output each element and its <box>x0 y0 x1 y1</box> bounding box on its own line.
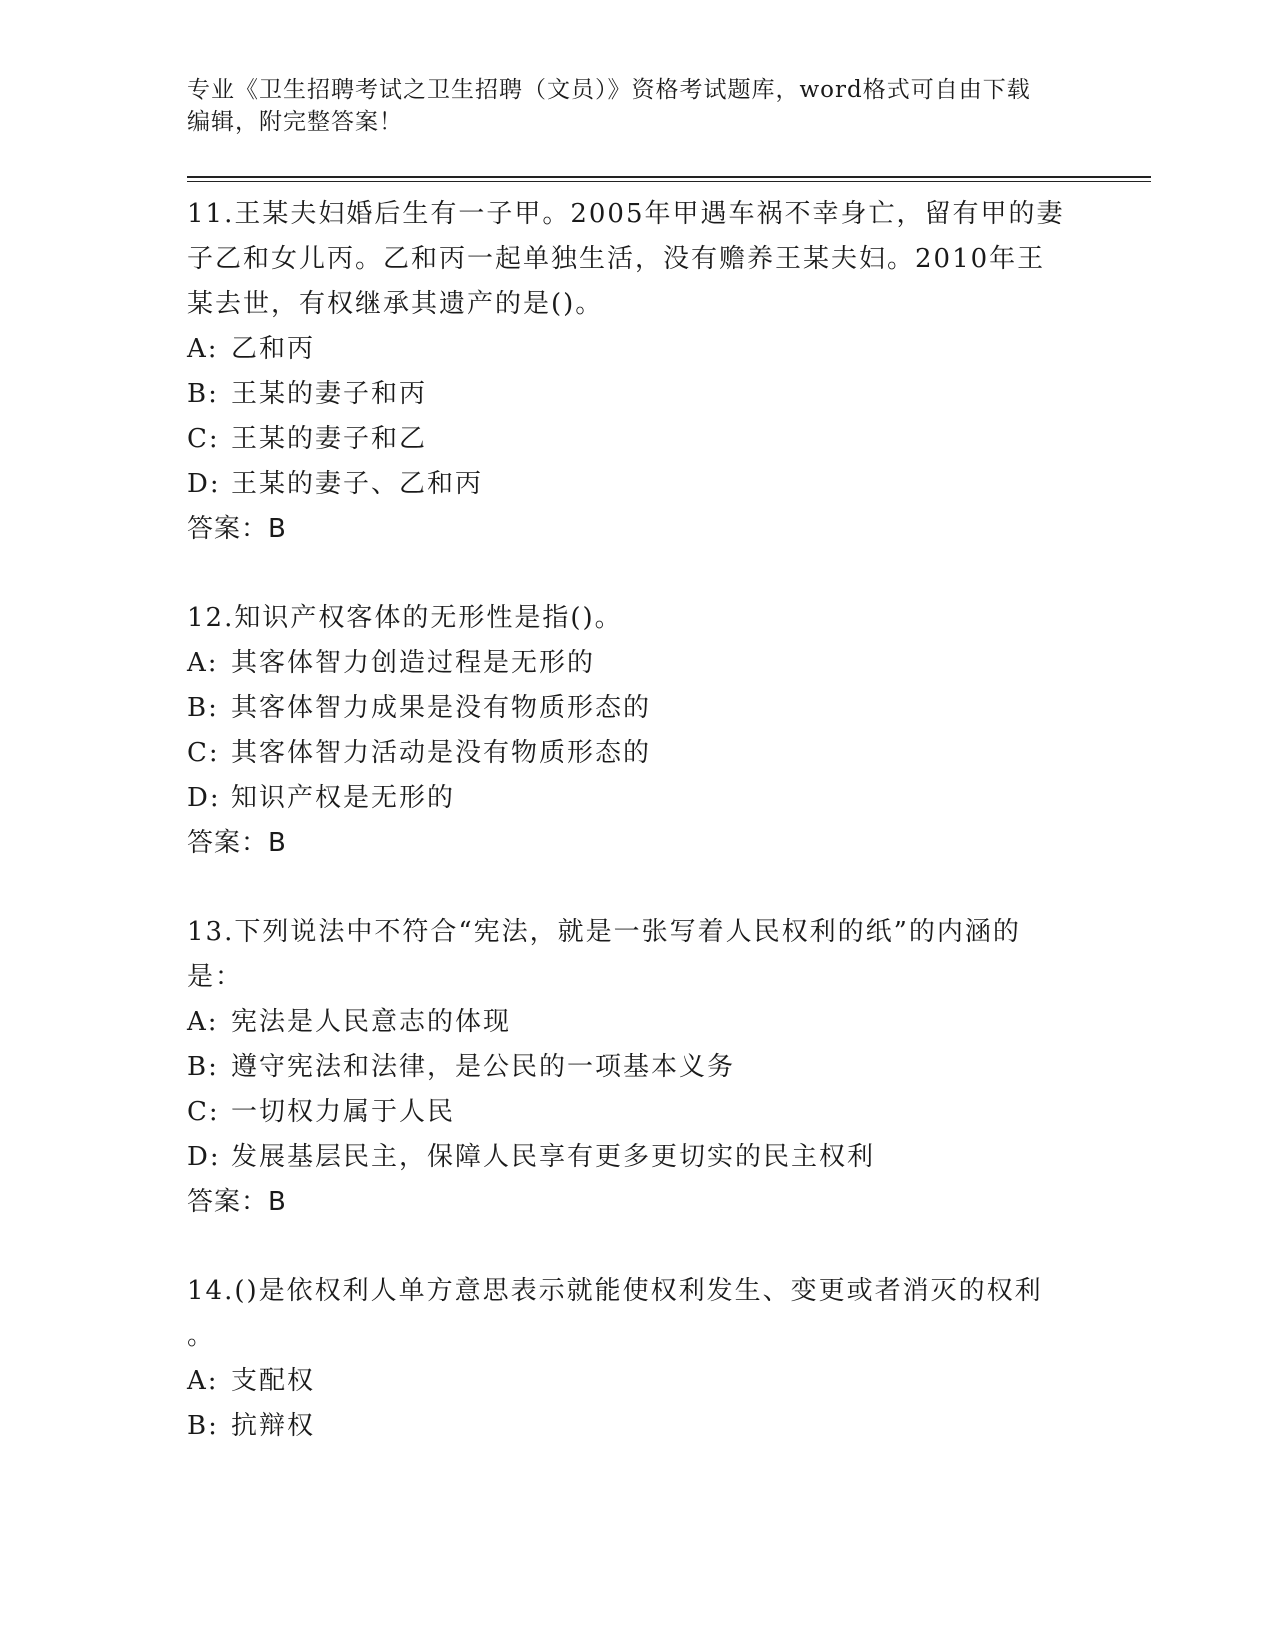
header-divider-thin <box>187 181 1151 182</box>
stem-line: 12.知识产权客体的无形性是指()。 <box>187 603 623 633</box>
option-text: 宪法是人民意志的体现 <box>231 1007 512 1037</box>
header-line: 编辑，附完整答案！ <box>187 109 403 135</box>
option-text: 遵守宪法和法律，是公民的一项基本义务 <box>231 1052 736 1082</box>
option-a <box>187 1359 1087 1404</box>
stem-line: 某去世，有权继承其遗产的是()。 <box>187 289 604 319</box>
option-a <box>187 641 1087 686</box>
option-d <box>187 1135 1087 1180</box>
option-b <box>187 686 1087 731</box>
stem-line: 是： <box>187 962 244 992</box>
header-line: 专业《卫生招聘考试之卫生招聘（文员）》资格考试题库，word格式可自由下载 <box>187 77 1031 103</box>
stem-line: 。 <box>187 1321 216 1351</box>
question-11 <box>187 192 1087 552</box>
option-text: 抗辩权 <box>231 1411 316 1441</box>
option-key: D: <box>187 1142 221 1172</box>
stem-line: 14.()是依权利人单方意思表示就能使权利发生、变更或者消灭的权利 <box>187 1276 1043 1306</box>
option-key: A: <box>187 334 219 364</box>
option-c <box>187 1090 1087 1135</box>
option-key: B: <box>187 1411 219 1441</box>
question-14 <box>187 1269 1087 1449</box>
option-text: 发展基层民主，保障人民享有更多更切实的民主权利 <box>231 1142 876 1172</box>
answer-line: 答案：B <box>187 514 287 544</box>
option-d <box>187 776 1087 821</box>
option-text: 王某的妻子、乙和丙 <box>231 469 484 499</box>
option-key: A: <box>187 648 219 678</box>
option-c <box>187 417 1087 462</box>
answer-line: 答案：B <box>187 828 287 858</box>
option-b <box>187 1404 1087 1449</box>
option-key: C: <box>187 738 220 768</box>
option-b <box>187 1045 1087 1090</box>
option-key: C: <box>187 1097 220 1127</box>
header-divider <box>187 176 1151 178</box>
option-text: 其客体智力创造过程是无形的 <box>231 648 596 678</box>
question-12 <box>187 596 1087 866</box>
option-key: B: <box>187 1052 219 1082</box>
question-stem <box>187 192 1087 327</box>
option-text: 支配权 <box>231 1366 316 1396</box>
option-c <box>187 731 1087 776</box>
document-header <box>187 74 1087 138</box>
option-key: D: <box>187 469 221 499</box>
option-d <box>187 462 1087 507</box>
option-text: 其客体智力成果是没有物质形态的 <box>231 693 652 723</box>
stem-line: 11.王某夫妇婚后生有一子甲。2005年甲遇车祸不幸身亡，留有甲的妻 <box>187 199 1065 229</box>
option-a <box>187 1000 1087 1045</box>
option-key: A: <box>187 1366 219 1396</box>
question-stem <box>187 910 1087 1000</box>
answer-line: 答案：B <box>187 1187 287 1217</box>
stem-line: 13.下列说法中不符合“宪法，就是一张写着人民权利的纸”的内涵的 <box>187 917 1021 947</box>
option-key: C: <box>187 424 220 454</box>
option-b <box>187 372 1087 417</box>
question-13 <box>187 910 1087 1225</box>
question-stem <box>187 596 1087 641</box>
option-key: A: <box>187 1007 219 1037</box>
option-text: 乙和丙 <box>231 334 316 364</box>
option-text: 知识产权是无形的 <box>231 783 456 813</box>
option-key: B: <box>187 693 219 723</box>
option-key: D: <box>187 783 221 813</box>
option-text: 一切权力属于人民 <box>231 1097 456 1127</box>
question-list <box>187 192 1087 1493</box>
option-key: B: <box>187 379 219 409</box>
option-text: 王某的妻子和丙 <box>231 379 428 409</box>
stem-line: 子乙和女儿丙。乙和丙一起单独生活，没有赡养王某夫妇。2010年王 <box>187 244 1046 274</box>
question-stem <box>187 1269 1087 1359</box>
option-a <box>187 327 1087 372</box>
option-text: 其客体智力活动是没有物质形态的 <box>231 738 652 768</box>
option-text: 王某的妻子和乙 <box>231 424 428 454</box>
